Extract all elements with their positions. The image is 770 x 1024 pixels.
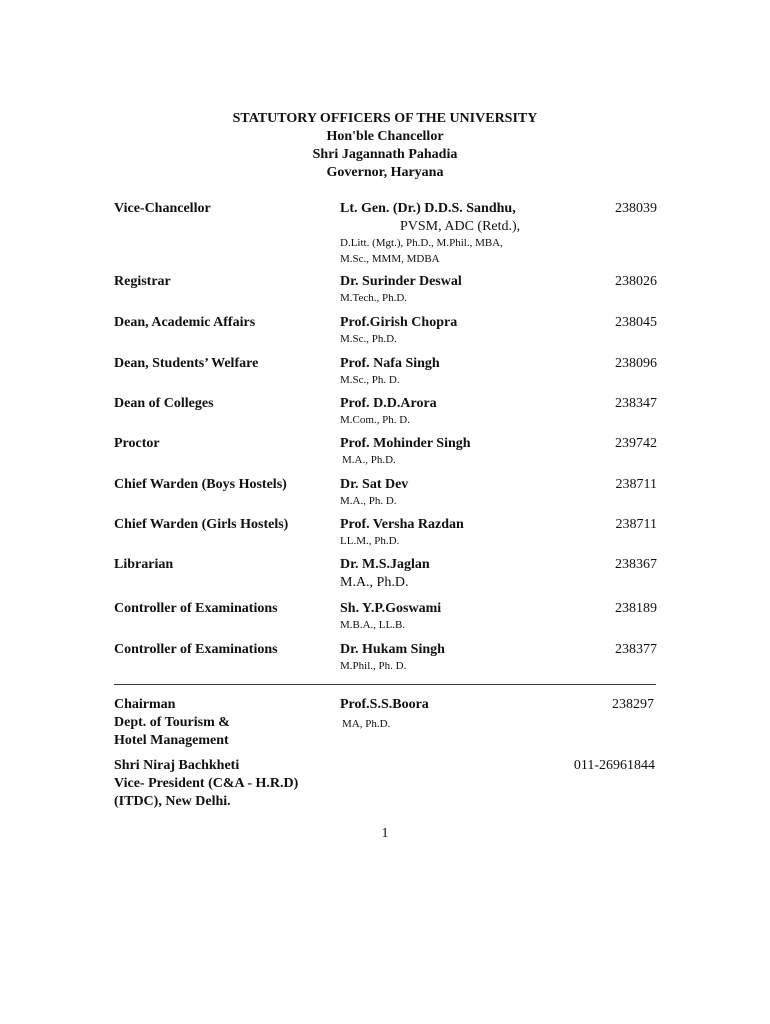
officer-role: Registrar: [114, 274, 171, 289]
itdc-name: Shri Niraj Bachkheti: [114, 758, 240, 773]
officer-phone: 238039: [615, 201, 657, 216]
officer-name: Sh. Y.P.Goswami: [340, 601, 442, 616]
officer-qualification: M.A., Ph. D.: [340, 495, 397, 507]
officer-phone: 238377: [615, 642, 657, 657]
chairman-role: Chairman: [114, 697, 176, 712]
officer-phone: 238711: [615, 517, 657, 532]
officer-qualification: M.Phil., Ph. D.: [340, 660, 407, 672]
officer-name: Dr. Surinder Deswal: [340, 274, 462, 289]
officer-name: Dr. Hukam Singh: [340, 642, 445, 657]
section-divider: [114, 684, 656, 685]
officer-qualification: M.Com., Ph. D.: [340, 414, 410, 426]
chancellor-title: Hon'ble Chancellor: [326, 129, 444, 144]
document-header: [0, 110, 770, 182]
officer-role: Dean, Academic Affairs: [114, 315, 256, 330]
chairman-phone: 238297: [612, 697, 654, 712]
officer-role: Proctor: [114, 436, 160, 451]
officer-role: Chief Warden (Boys Hostels): [114, 477, 287, 492]
itdc-organisation: (ITDC), New Delhi.: [114, 794, 231, 809]
officer-role: Controller of Examinations: [114, 642, 278, 657]
officer-qualification: D.Litt. (Mgt.), Ph.D., M.Phil., MBA,: [340, 237, 503, 249]
officer-qualification-2: M.Sc., MMM, MDBA: [340, 253, 440, 265]
page-number: 1: [381, 826, 389, 841]
chancellor-office: Governor, Haryana: [326, 165, 444, 180]
officer-qualification: M.Sc., Ph.D.: [340, 333, 397, 345]
chancellor-name: Shri Jagannath Pahadia: [312, 147, 458, 162]
officer-role: Vice-Chancellor: [114, 201, 211, 216]
officer-role: Dean, Students’ Welfare: [114, 356, 259, 371]
officer-role: Controller of Examinations: [114, 601, 278, 616]
officer-name: Dr. Sat Dev: [340, 477, 409, 492]
officer-honours: PVSM, ADC (Retd.),: [400, 219, 521, 234]
officer-phone: 238189: [615, 601, 657, 616]
document-title: STATUTORY OFFICERS OF THE UNIVERSITY: [232, 111, 538, 126]
chairman-qualification: MA, Ph.D.: [342, 718, 391, 730]
officer-name: Prof. Versha Razdan: [340, 517, 464, 532]
officer-name: Prof. Mohinder Singh: [340, 436, 471, 451]
officer-name: Lt. Gen. (Dr.) D.D.S. Sandhu,: [340, 201, 516, 216]
officer-phone: 238711: [615, 477, 657, 492]
officer-role: Librarian: [114, 557, 174, 572]
itdc-designation: Vice- President (C&A - H.R.D): [114, 776, 299, 791]
officer-phone: 238367: [615, 557, 657, 572]
officer-phone: 238026: [615, 274, 657, 289]
chairman-department: Dept. of Tourism &: [114, 715, 230, 730]
chairman-department-2: Hotel Management: [114, 733, 229, 748]
officer-role: Dean of Colleges: [114, 396, 214, 411]
officer-qualification: M.A., Ph.D.: [340, 575, 409, 590]
officer-name: Prof.Girish Chopra: [340, 315, 458, 330]
officer-qualification: M.B.A., LL.B.: [340, 619, 406, 631]
chairman-name: Prof.S.S.Boora: [340, 697, 429, 712]
officer-qualification: LL.M., Ph.D.: [340, 535, 400, 547]
officer-phone: 238045: [615, 315, 657, 330]
itdc-phone: 011-26961844: [573, 758, 655, 773]
officer-phone: 238096: [615, 356, 657, 371]
officer-phone: 238347: [615, 396, 657, 411]
officer-name: Dr. M.S.Jaglan: [340, 557, 430, 572]
officer-role: Chief Warden (Girls Hostels): [114, 517, 289, 532]
officer-name: Prof. D.D.Arora: [340, 396, 437, 411]
officer-qualification: M.A., Ph.D.: [342, 454, 396, 466]
officer-name: Prof. Nafa Singh: [340, 356, 440, 371]
officer-qualification: M.Sc., Ph. D.: [340, 374, 400, 386]
officer-phone: 239742: [615, 436, 657, 451]
officer-qualification: M.Tech., Ph.D.: [340, 292, 408, 304]
